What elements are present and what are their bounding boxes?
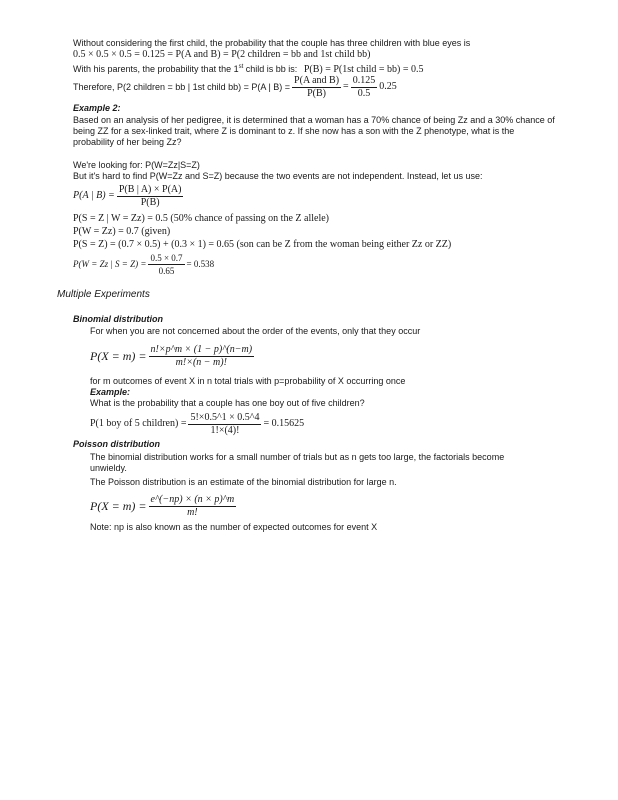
example2-para-2: being ZZ for a sex-linked trait, where Z is dominant to z. If she now has a son with the Z phenotype, what is the [73, 126, 515, 136]
bayes-lhs: P(A | B) = [73, 190, 115, 201]
intro-line-1: Without considering the first child, the probability that the couple has three children with blue eyes is [73, 38, 471, 48]
binomial-heading: Binomial distribution [73, 314, 163, 324]
intro-line-3a: With his parents, the probability that the 1 [73, 64, 239, 74]
equation-1: P(S = Z | W = Zz) = 0.5 (50% chance of passing on the Z allele) [73, 213, 329, 224]
equation-3: P(S = Z) = (0.7 × 0.5) + (0.3 × 1) = 0.65 (son can be Z from the woman being either Zz or ZZ) [73, 239, 452, 250]
therefore-prefix: Therefore, P(2 children = bb | 1st child bb) = P(A | B) = [73, 82, 291, 92]
equation-2: P(W = Zz) = 0.7 (given) [73, 226, 171, 237]
poisson-para-2: unwieldy. [90, 463, 127, 473]
intro-equation-1: 0.5 × 0.5 × 0.5 = 0.125 = P(A and B) = P(2 children = bb and 1st child bb) [73, 49, 371, 60]
example2-para-3: probability of her being Zz? [73, 137, 182, 147]
intro-line-3c: P(B) = P(1st child = bb) = 0.5 [303, 64, 424, 75]
intro-line-3b: child is bb is: [243, 64, 298, 74]
bayes-fraction [117, 184, 184, 209]
binomial-example-den: 1!×(4)! [210, 424, 240, 436]
final-lhs: P(W = Zz | S = Z) = [73, 259, 147, 269]
therefore-fraction-2 [351, 75, 378, 100]
binomial-den: m!×(n − m)! [175, 356, 227, 368]
poisson-fraction [149, 494, 237, 519]
binomial-example-heading: Example: [90, 387, 131, 397]
therefore-den-2: 0.5 [357, 87, 371, 99]
poisson-para-1: The binomial distribution works for a small number of trials but as n gets too large, the factorials become [90, 452, 505, 462]
therefore-fraction-1 [292, 75, 341, 100]
binomial-num: n!×p^m × (1 − p)^(n−m) [150, 343, 253, 355]
binomial-example-equation [90, 409, 304, 439]
binomial-example-num: 5!×0.5^1 × 0.5^4 [190, 411, 260, 423]
intro-line-3-sup: st [238, 64, 244, 70]
poisson-heading: Poisson distribution [73, 439, 160, 449]
binomial-example-result: = 0.15625 [263, 418, 305, 429]
therefore-equation [73, 73, 397, 101]
bayes-formula [73, 183, 185, 209]
example2-heading: Example 2: [73, 103, 121, 113]
therefore-eq: = [343, 81, 349, 92]
poisson-num: e^(−np) × (n × p)^m [150, 493, 235, 505]
binomial-desc: For when you are not concerned about the order of the events, only that they occur [90, 326, 421, 336]
binomial-formula [90, 339, 256, 373]
final-equation [73, 251, 214, 277]
final-result: = 0.538 [186, 259, 215, 269]
therefore-den-1: P(B) [307, 87, 326, 99]
poisson-formula [90, 489, 238, 523]
bayes-den: P(B) [140, 196, 160, 208]
poisson-lhs: P(X = m) = [90, 499, 147, 513]
looking-for: We're looking for: P(W=Zz|S=Z) [73, 160, 200, 170]
binomial-lhs: P(X = m) = [90, 349, 147, 363]
final-fraction [148, 252, 184, 277]
poisson-para-3: The Poisson distribution is an estimate of the binomial distribution for large n. [90, 477, 397, 487]
binomial-example-question: What is the probability that a couple has one boy out of five children? [90, 398, 365, 408]
bayes-num: P(B | A) × P(A) [118, 183, 182, 195]
binomial-fraction [149, 344, 255, 369]
final-num: 0.5 × 0.7 [150, 252, 183, 263]
final-den: 0.65 [158, 265, 175, 276]
therefore-result: 0.25 [379, 81, 397, 92]
binomial-for-text: for m outcomes of event X in n total trials with p=probability of X occurring once [90, 376, 406, 386]
example2-para-1: Based on an analysis of her pedigree, it is determined that a woman has a 70% chance of being Zz and a 30% chance of [73, 115, 555, 125]
therefore-num-2: 0.125 [352, 74, 376, 86]
hard-to-find: But it's hard to find P(W=Zz and S=Z) because the two events are not independent. Instead, let us use: [73, 171, 483, 181]
multiple-heading: Multiple Experiments [57, 289, 150, 300]
binomial-example-lhs: P(1 boy of 5 children) = [90, 418, 187, 429]
poisson-den: m! [187, 506, 198, 518]
poisson-note: Note: np is also known as the number of expected outcomes for event X [90, 522, 378, 532]
therefore-num-1: P(A and B) [294, 74, 340, 86]
binomial-example-fraction [188, 412, 261, 437]
